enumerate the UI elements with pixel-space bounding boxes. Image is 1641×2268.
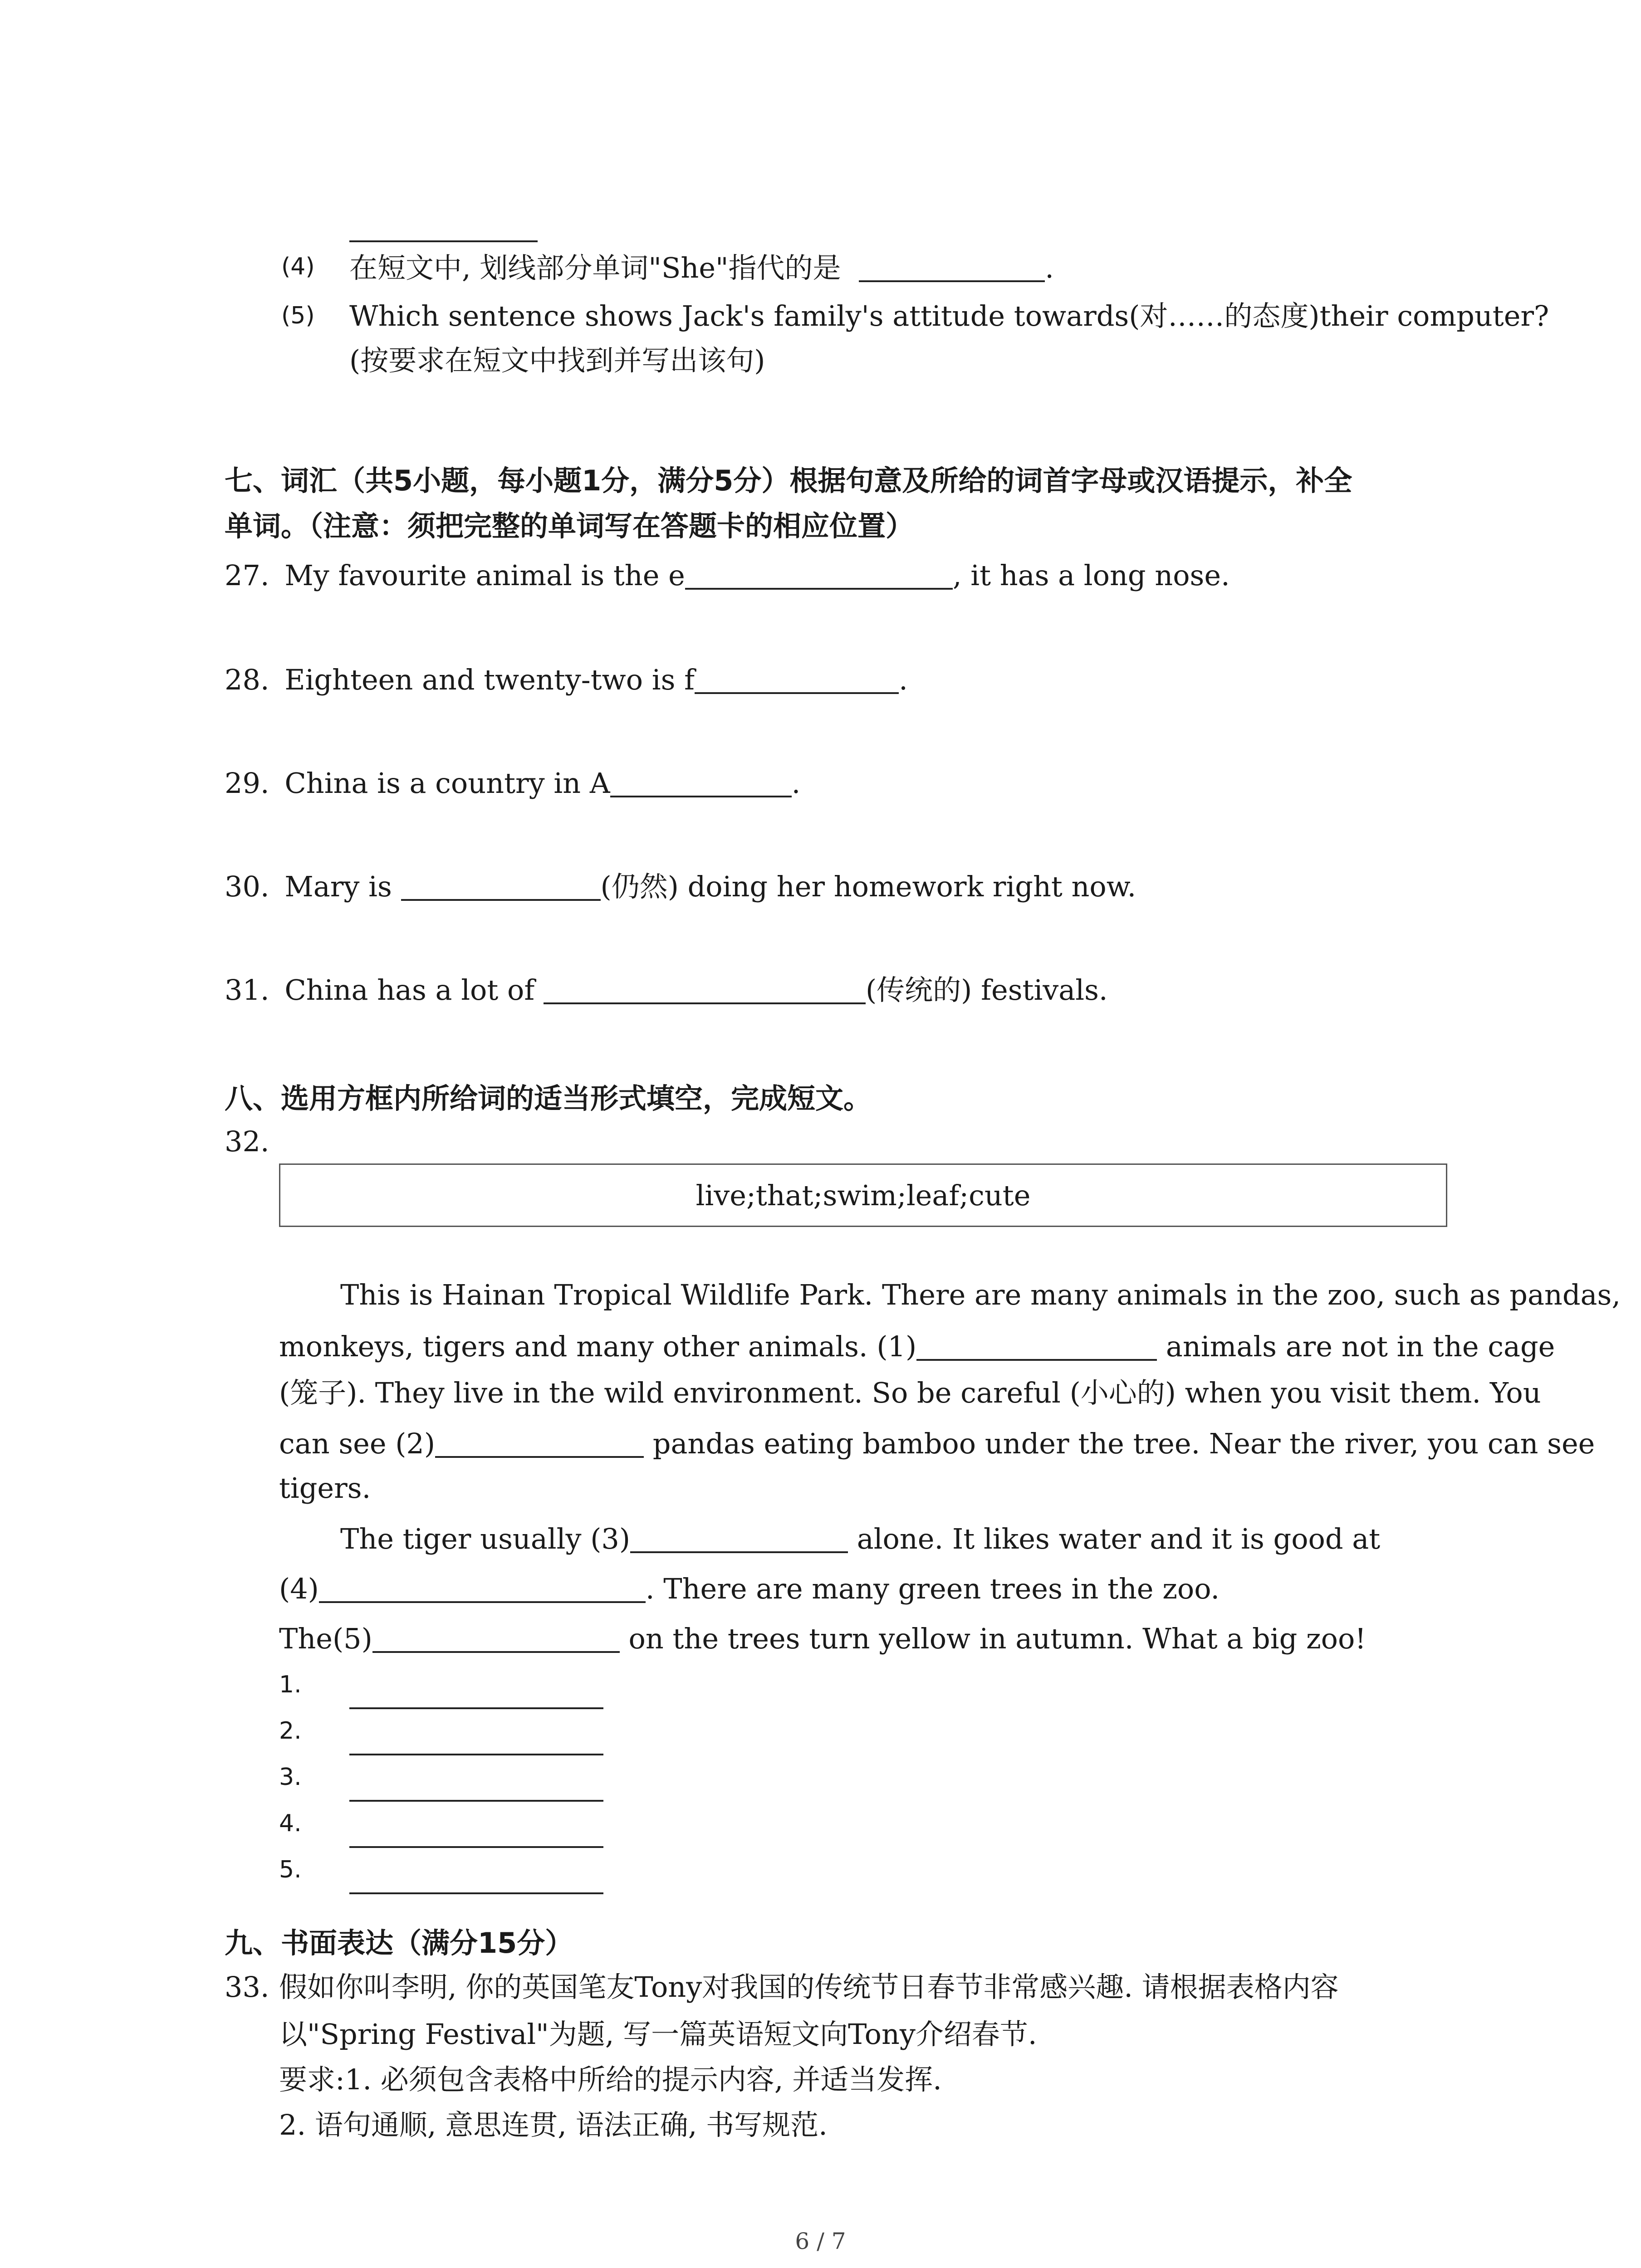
answer-blank-2[interactable] <box>435 1429 644 1458</box>
passage-line <box>340 1524 1380 1553</box>
passage-text: The tiger usually (3) <box>340 1522 631 1555</box>
writing-prompt-line: 要求:1. 必须包含表格中所给的提示内容, 并适当发挥. <box>279 2063 942 2096</box>
answer-line-q3[interactable] <box>349 240 538 242</box>
question-number: 33. <box>225 1970 269 2004</box>
answer-number: 3. <box>279 1764 302 1791</box>
passage-text: monkeys, tigers and many other animals. (1) <box>279 1330 917 1363</box>
section-title: 单词。（注意：须把完整的单词写在答题卡的相应位置） <box>225 509 914 543</box>
question-text <box>349 253 1054 282</box>
item-text: China is a country in A <box>284 767 610 800</box>
passage-text: (4) <box>279 1572 319 1605</box>
section-title: 九、书面表达（满分15分） <box>225 1926 573 1960</box>
item-text: . <box>899 663 908 696</box>
item-text: (仍然) doing her homework right now. <box>600 870 1136 903</box>
vocab-item-30 <box>225 872 1136 901</box>
item-text: Mary is <box>284 870 401 903</box>
punctuation: . <box>1045 251 1054 284</box>
passage-text: animals are not in the cage <box>1157 1330 1555 1363</box>
passage-line <box>279 1332 1555 1361</box>
answer-line-4[interactable] <box>349 1846 603 1848</box>
answer-line-1[interactable] <box>349 1707 603 1709</box>
item-text: My favourite animal is the e <box>284 559 685 592</box>
answer-blank-5[interactable] <box>372 1624 620 1653</box>
passage-text: . There are many green trees in the zoo. <box>645 1572 1220 1605</box>
vocab-item-28 <box>225 665 908 694</box>
item-number: 27. <box>225 559 269 592</box>
passage-line: (笼子). They live in the wild environment. So be careful (小心的) when you visit them. You <box>279 1376 1541 1409</box>
question-number: 32. <box>225 1125 269 1158</box>
item-text: . <box>791 767 801 800</box>
answer-blank[interactable] <box>859 253 1045 282</box>
passage-line: tigers. <box>279 1471 371 1505</box>
answer-blank[interactable] <box>695 665 899 694</box>
answer-blank[interactable] <box>610 768 792 797</box>
item-text: , it has a long nose. <box>952 559 1230 592</box>
passage-text: on the trees turn yellow in autumn. What a big zoo! <box>619 1622 1367 1655</box>
question-text: Which sentence shows Jack's family's attitude towards(对……的态度)their computer? <box>349 299 1549 332</box>
item-number: 30. <box>225 870 269 903</box>
passage-text: alone. It likes water and it is good at <box>848 1522 1381 1555</box>
answer-blank[interactable] <box>685 561 953 590</box>
answer-blank[interactable] <box>544 975 866 1004</box>
answer-line-5[interactable] <box>349 1892 603 1894</box>
item-text: Eighteen and twenty-two is f <box>284 663 695 696</box>
item-text: (传统的) festivals. <box>865 973 1108 1007</box>
passage-line <box>279 1429 1595 1458</box>
writing-prompt-line: 假如你叫李明, 你的英国笔友Tony对我国的传统节日春节非常感兴趣. 请根据表格内容 <box>279 1970 1339 2004</box>
item-text: China has a lot of <box>284 973 544 1007</box>
answer-blank-3[interactable] <box>630 1524 848 1553</box>
answer-number: 4. <box>279 1810 302 1837</box>
answer-number: 5. <box>279 1856 302 1883</box>
writing-prompt-line: 以"Spring Festival"为题, 写一篇英语短文向Tony介绍春节. <box>279 2018 1037 2051</box>
section-title: 七、词汇（共5小题，每小题1分，满分5分）根据句意及所给的词首字母或汉语提示，补全 <box>225 464 1352 497</box>
answer-blank-1[interactable] <box>916 1332 1157 1361</box>
passage-text: can see (2) <box>279 1427 436 1460</box>
section-title: 八、选用方框内所给词的适当形式填空，完成短文。 <box>225 1082 872 1115</box>
passage-line <box>279 1574 1220 1603</box>
answer-line-2[interactable] <box>349 1754 603 1755</box>
item-number: 29. <box>225 767 269 800</box>
answer-blank[interactable] <box>401 872 601 901</box>
passage-text: The(5) <box>279 1622 372 1655</box>
answer-number: 1. <box>279 1671 302 1698</box>
answer-line-3[interactable] <box>349 1800 603 1802</box>
question-number: (4) <box>281 253 315 280</box>
word-box-text: live;that;swim;leaf;cute <box>696 1179 1031 1212</box>
question-prompt: 在短文中, 划线部分单词"She"指代的是 <box>349 251 841 284</box>
item-number: 31. <box>225 973 269 1007</box>
answer-blank-4[interactable] <box>319 1574 646 1603</box>
passage-line: This is Hainan Tropical Wildlife Park. There are many animals in the zoo, such as pandas, <box>340 1278 1621 1311</box>
question-number: (5) <box>281 302 315 329</box>
item-number: 28. <box>225 663 269 696</box>
writing-prompt-line: 2. 语句通顺, 意思连贯, 语法正确, 书写规范. <box>279 2108 828 2141</box>
vocab-item-31 <box>225 973 1108 1007</box>
question-note: (按要求在短文中找到并写出该句) <box>349 344 765 377</box>
passage-text: pandas eating bamboo under the tree. Near the river, you can see <box>644 1427 1595 1460</box>
answer-number: 2. <box>279 1717 302 1745</box>
passage-line <box>279 1624 1366 1653</box>
vocab-item-29 <box>225 767 801 800</box>
vocab-item-27 <box>225 561 1230 590</box>
page-number: 6 / 7 <box>795 2228 846 2254</box>
